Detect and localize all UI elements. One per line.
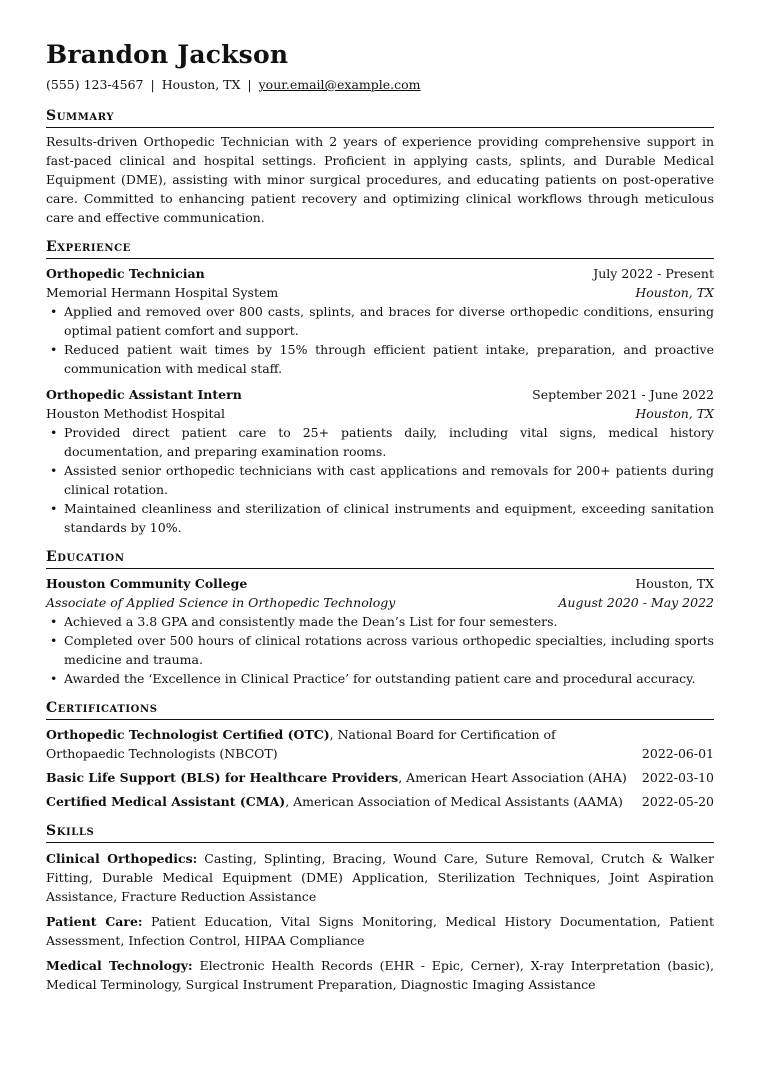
contact-line bbox=[46, 77, 714, 93]
list-item bbox=[46, 340, 714, 378]
job-org: Memorial Hermann Hospital System bbox=[46, 285, 279, 300]
list-item bbox=[46, 669, 714, 688]
bullet-glyph: • bbox=[50, 501, 58, 516]
bullet-text: Awarded the ‘Excellence in Clinical Practice’ for outstanding patient care and procedural accuracy. bbox=[64, 671, 696, 686]
bullet-glyph: • bbox=[50, 463, 58, 478]
school-name: Houston Community College bbox=[46, 576, 248, 591]
job-location: Houston, TX bbox=[635, 285, 714, 300]
candidate-name: Brandon Jackson bbox=[46, 40, 289, 69]
resume-page bbox=[46, 40, 714, 994]
job-bullets bbox=[46, 302, 714, 378]
job-entry bbox=[46, 264, 714, 378]
job-dates: September 2021 - June 2022 bbox=[532, 387, 714, 402]
skill-label: Medical Technology: bbox=[46, 958, 193, 973]
education-section bbox=[46, 548, 714, 688]
education-bullets bbox=[46, 612, 714, 688]
skill-list: Electronic Health Records (EHR - Epic, Cerner), X-ray Interpretation (basic), Medical Terminology, Surgical Instrument Preparation, Diagnostic Imaging Assistance bbox=[46, 958, 714, 992]
certification-name: Certified Medical Assistant (CMA) bbox=[46, 794, 286, 809]
bullet-glyph: • bbox=[50, 425, 58, 440]
job-dates: July 2022 - Present bbox=[593, 266, 714, 281]
certification-item bbox=[46, 725, 714, 763]
job-role: Orthopedic Technician bbox=[46, 266, 205, 281]
certification-name: Basic Life Support (BLS) for Healthcare Providers bbox=[46, 770, 399, 785]
certification-item bbox=[46, 792, 714, 811]
bullet-text: Provided direct patient care to 25+ patients daily, including vital signs, medical history documentation, and preparing examination rooms. bbox=[64, 425, 714, 459]
separator: | bbox=[247, 77, 252, 92]
bullet-glyph: • bbox=[50, 304, 58, 319]
bullet-text: Maintained cleanliness and sterilization of clinical instruments and equipment, exceeding sanitation standards by 10%. bbox=[64, 501, 714, 535]
education-entry bbox=[46, 574, 714, 688]
certification-name: Orthopedic Technologist Certified (OTC) bbox=[46, 727, 330, 742]
bullet-text: Assisted senior orthopedic technicians with cast applications and removals for 200+ patients during clinical rotation. bbox=[64, 463, 714, 497]
certification-date: 2022-05-20 bbox=[641, 794, 714, 809]
list-item bbox=[46, 499, 714, 537]
location: Houston, TX bbox=[161, 77, 241, 92]
list-item bbox=[46, 423, 714, 461]
bullet-glyph: • bbox=[50, 614, 58, 629]
skill-list: Casting, Splinting, Bracing, Wound Care, Suture Removal, Crutch & Walker Fitting, Durable Medical Equipment (DME) Application, Sterilization Techniques, Joint Aspiration Assistance, Fracture Reduction Assistance bbox=[46, 851, 715, 904]
certification-issuer: , American Association of Medical Assistants (AAMA) bbox=[285, 794, 623, 809]
list-item bbox=[46, 302, 714, 340]
experience-section bbox=[46, 238, 714, 537]
education-dates: August 2020 - May 2022 bbox=[558, 595, 714, 610]
certifications-section bbox=[46, 699, 714, 811]
certification-issuer: , American Heart Association (AHA) bbox=[398, 770, 627, 785]
list-item bbox=[46, 631, 714, 669]
bullet-text: Applied and removed over 800 casts, splints, and braces for diverse orthopedic conditions, ensuring optimal patient comfort and support. bbox=[64, 304, 714, 338]
job-entry bbox=[46, 385, 714, 537]
bullet-text: Completed over 500 hours of clinical rotations across various orthopedic specialties, including sports medicine and trauma. bbox=[64, 633, 714, 667]
skill-group bbox=[46, 956, 714, 994]
job-bullets bbox=[46, 423, 714, 537]
section-title: Education bbox=[46, 548, 714, 569]
section-title: Summary bbox=[46, 107, 714, 128]
section-title: Skills bbox=[46, 822, 714, 843]
certification-date: 2022-03-10 bbox=[641, 770, 714, 785]
certification-issuer: , National Board for Certification of Orthopaedic Technologists (NBCOT) bbox=[46, 727, 556, 761]
summary-text: Results-driven Orthopedic Technician with 2 years of experience providing comprehensive support in fast-paced clinical and hospital settings. Proficient in applying casts, splints, and Durable Medical Equipment (DME), assisting with minor surgical procedures, and educating patients on post-operative care. Committed to enhancing patient recovery and optimizing clinical workflows through meticulous care and effective communication. bbox=[46, 134, 714, 225]
bullet-glyph: • bbox=[50, 342, 58, 357]
job-location: Houston, TX bbox=[635, 406, 714, 421]
certification-item bbox=[46, 768, 714, 787]
bullet-glyph: • bbox=[50, 633, 58, 648]
bullet-glyph: • bbox=[50, 671, 58, 686]
bullet-text: Achieved a 3.8 GPA and consistently made the Dean’s List for four semesters. bbox=[64, 614, 558, 629]
section-title: Experience bbox=[46, 238, 714, 259]
skill-list: Patient Education, Vital Signs Monitoring, Medical History Documentation, Patient Assessment, Infection Control, HIPAA Compliance bbox=[46, 914, 714, 948]
school-location: Houston, TX bbox=[635, 576, 714, 591]
email-link[interactable]: your.email@example.com bbox=[258, 77, 421, 92]
skills-section bbox=[46, 822, 714, 994]
job-org: Houston Methodist Hospital bbox=[46, 406, 225, 421]
phone-number: (555) 123-4567 bbox=[46, 77, 144, 92]
skill-group bbox=[46, 912, 714, 950]
summary-section bbox=[46, 107, 714, 227]
certification-date: 2022-06-01 bbox=[641, 746, 714, 761]
list-item bbox=[46, 461, 714, 499]
bullet-text: Reduced patient wait times by 15% through efficient patient intake, preparation, and proactive communication with medical staff. bbox=[64, 342, 714, 376]
skill-label: Patient Care: bbox=[46, 914, 143, 929]
skill-label: Clinical Orthopedics: bbox=[46, 851, 198, 866]
skill-group bbox=[46, 849, 714, 906]
job-role: Orthopedic Assistant Intern bbox=[46, 387, 242, 402]
list-item bbox=[46, 612, 714, 631]
section-title: Certifications bbox=[46, 699, 714, 720]
degree-name: Associate of Applied Science in Orthopedic Technology bbox=[46, 595, 396, 610]
separator: | bbox=[150, 77, 155, 92]
